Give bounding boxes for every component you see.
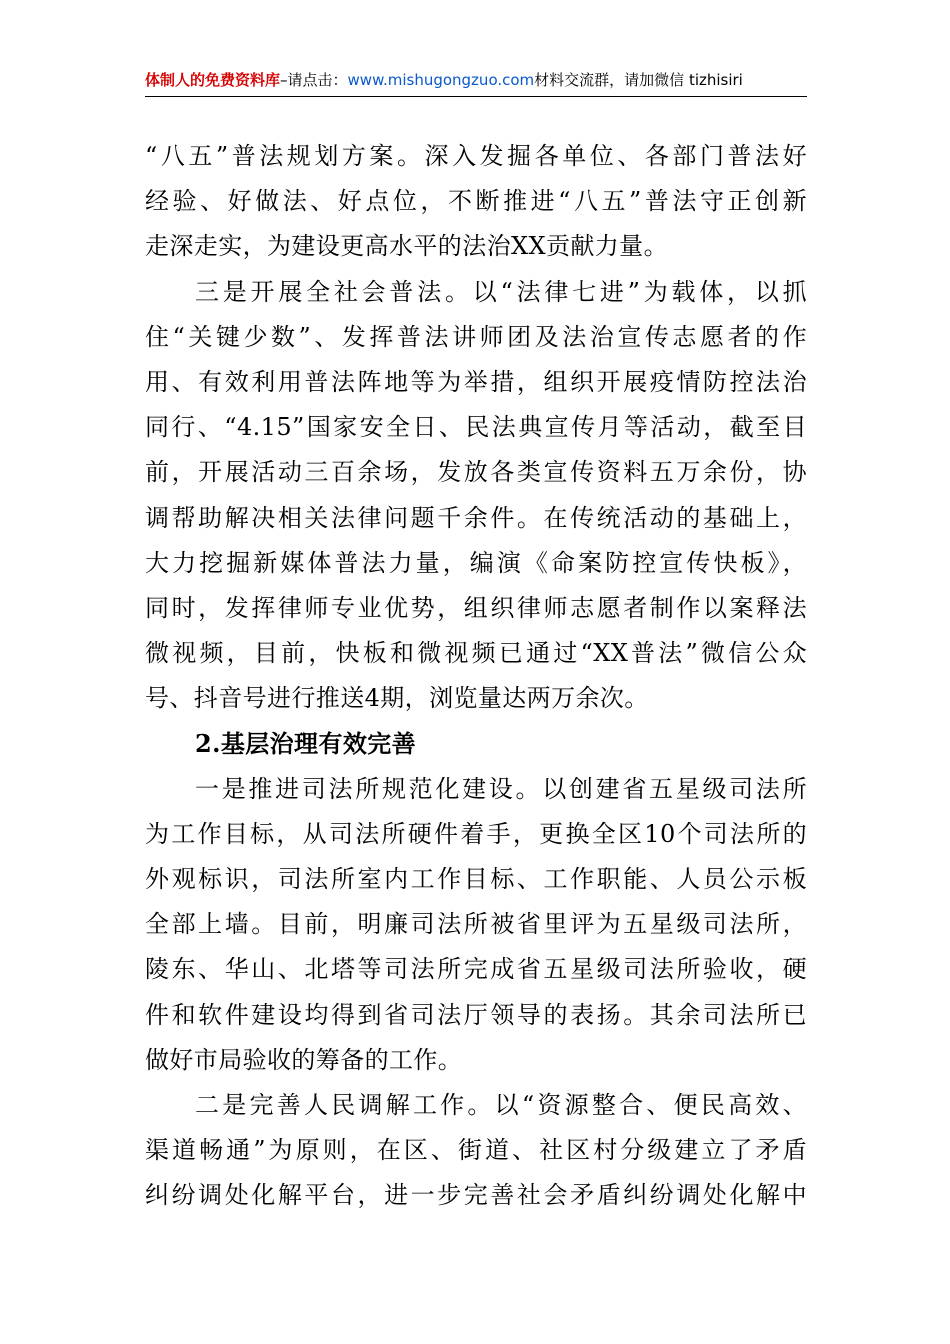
- body-line: 同时，发挥律师专业优势，组织律师志愿者制作以案释法: [145, 593, 807, 622]
- body-line: 为工作目标，从司法所硬件着手，更换全区10个司法所的: [145, 819, 807, 848]
- paragraph-start: 一是推进司法所规范化建设。以创建省五星级司法所: [195, 774, 807, 803]
- body-line: 调帮助解决相关法律问题千余件。在传统活动的基础上，: [145, 503, 807, 532]
- body-line: 件和软件建设均得到省司法厅领导的表扬。其余司法所已: [145, 1000, 807, 1029]
- body-line: 号、抖音号进行推送4期，浏览量达两万余次。: [145, 684, 649, 713]
- document-body: [145, 134, 807, 1219]
- body-line: 陵东、华山、北塔等司法所完成省五星级司法所验收，硬: [145, 955, 807, 984]
- body-line: 前，开展活动三百余场，发放各类宣传资料五万余份，协: [145, 458, 807, 487]
- header-link[interactable]: www.mishugongzuo.com: [347, 71, 535, 89]
- paragraph-start: 三是开展全社会普法。以“法律七进”为载体，以抓: [195, 277, 807, 306]
- header-contact: 材料交流群，请加微信 tizhisiri: [534, 71, 743, 89]
- body-line: 走深走实，为建设更高水平的法治XX贡献力量。: [145, 232, 668, 261]
- body-line: 做好市局验收的筹备的工作。: [145, 1045, 463, 1074]
- body-line: 用、有效利用普法阵地等为举措，组织开展疫情防控法治: [145, 367, 807, 396]
- header-brand: 体制人的免费资料库: [145, 71, 281, 89]
- paragraph-start: 二是完善人民调解工作。以“资源整合、便民高效、: [195, 1090, 807, 1119]
- body-line: 微视频，目前，快板和微视频已通过“XX普法”微信公众: [145, 639, 807, 668]
- body-line: 全部上墙。目前，明廉司法所被省里评为五星级司法所，: [145, 910, 807, 939]
- header-prompt: –请点击：: [280, 71, 348, 89]
- body-line: 纠纷调处化解平台，进一步完善社会矛盾纠纷调处化解中: [145, 1181, 807, 1210]
- body-line: 同行、“4.15”国家安全日、民法典宣传月等活动，截至目: [145, 413, 807, 442]
- section-heading: 2.基层治理有效完善: [195, 729, 417, 759]
- body-line: 渠道畅通”为原则，在区、街道、社区村分级建立了矛盾: [145, 1136, 807, 1165]
- body-line: 外观标识，司法所室内工作目标、工作职能、人员公示板: [145, 865, 807, 893]
- body-line: 大力挖掘新媒体普法力量，编演《命案防控宣传快板》，: [145, 548, 807, 577]
- body-line: 经验、好做法、好点位，不断推进“八五”普法守正创新: [145, 187, 807, 216]
- watermark-header: [145, 66, 807, 97]
- body-line: 住“关键少数”、发挥普法讲师团及法治宣传志愿者的作: [145, 322, 807, 351]
- body-line: “八五”普法规划方案。深入发掘各单位、各部门普法好: [145, 142, 807, 170]
